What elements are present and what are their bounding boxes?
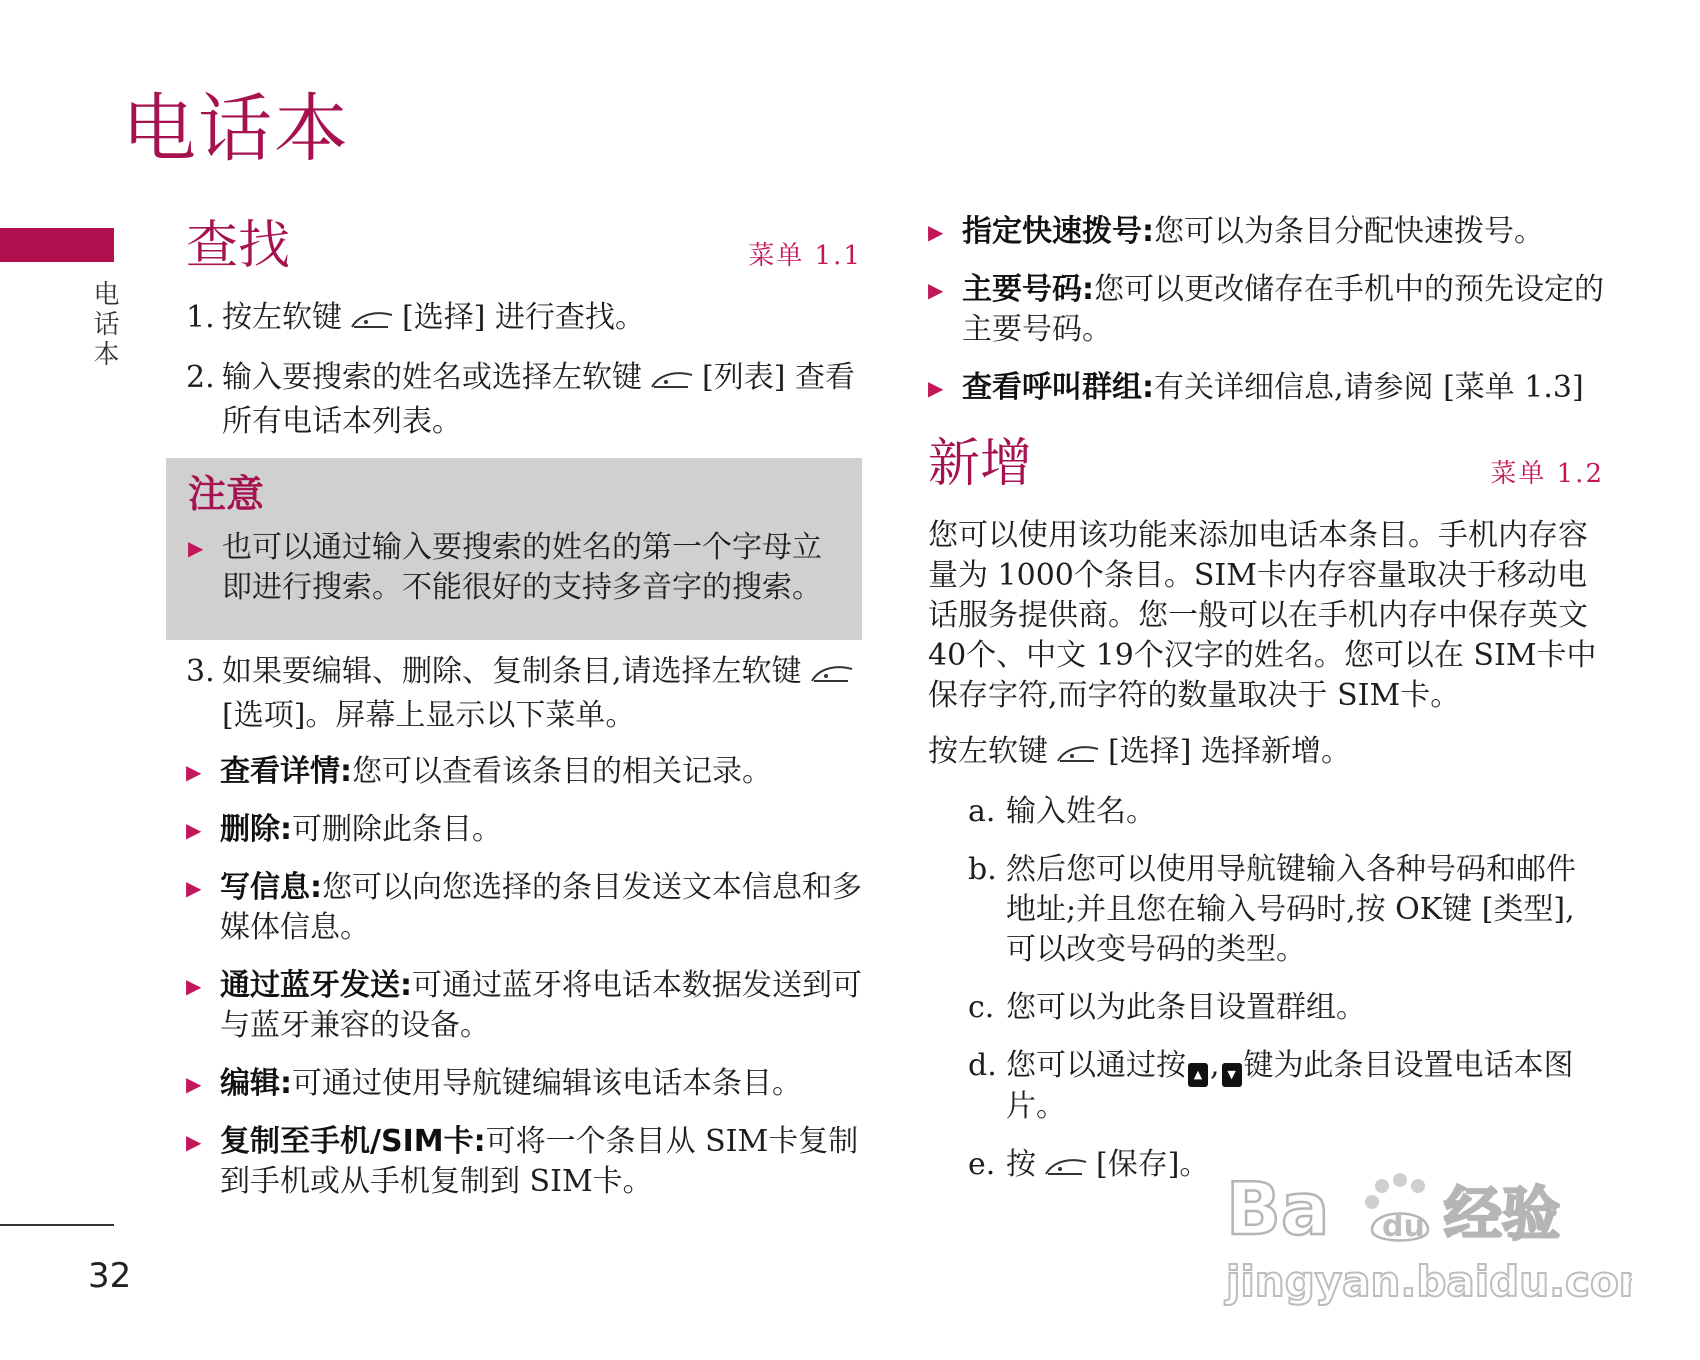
side-tab-marker bbox=[0, 228, 114, 262]
nav-key-up-icon: ▲ bbox=[1188, 1063, 1208, 1087]
option-text bbox=[220, 1064, 802, 1104]
option-desc: 您可以向您选择的条目发送文本信息和多媒体信息。 bbox=[220, 870, 862, 945]
option-text bbox=[220, 966, 862, 1046]
step-text bbox=[1006, 1145, 1209, 1189]
left-softkey-icon bbox=[348, 302, 396, 342]
bullet-arrow-icon: ▶ bbox=[186, 1130, 202, 1154]
option-desc: 可删除此条目。 bbox=[292, 812, 502, 847]
step-text bbox=[1006, 1046, 1604, 1127]
instruction-post: [选择] 选择新增。 bbox=[1108, 734, 1351, 769]
step-letter: b. bbox=[968, 852, 997, 887]
step-text-post: [保存]。 bbox=[1096, 1147, 1210, 1182]
step-text-pre: 您可以通过按 bbox=[1006, 1048, 1186, 1083]
option-term: 删除: bbox=[220, 812, 292, 847]
step-text-pre: 按左软键 bbox=[222, 300, 342, 335]
step-text bbox=[222, 298, 645, 342]
option-desc: 可将一个条目从 SIM卡复制到手机或从手机复制到 SIM卡。 bbox=[220, 1124, 859, 1199]
svg-text:du: du bbox=[1382, 1209, 1425, 1244]
option-desc: 可通过蓝牙将电话本数据发送到可与蓝牙兼容的设备。 bbox=[220, 968, 862, 1043]
option-desc: 可通过使用导航键编辑该电话本条目。 bbox=[292, 1066, 802, 1101]
left-column bbox=[186, 212, 862, 1220]
right-column bbox=[928, 212, 1604, 1207]
bullet-arrow-icon: ▶ bbox=[928, 376, 944, 400]
option-item bbox=[186, 810, 862, 850]
option-term: 写信息: bbox=[220, 870, 322, 905]
instruction-pre: 按左软键 bbox=[928, 734, 1048, 769]
bullet-arrow-icon: ▶ bbox=[186, 818, 202, 842]
bullet-arrow-icon: ▶ bbox=[186, 760, 202, 784]
option-term: 指定快速拨号: bbox=[962, 214, 1154, 249]
option-desc: 您可以更改储存在手机中的预先设定的主要号码。 bbox=[962, 272, 1604, 347]
option-text bbox=[962, 270, 1604, 350]
bullet-arrow-icon: ▶ bbox=[928, 220, 944, 244]
search-menu-ref: 菜单 1.1 bbox=[748, 241, 862, 271]
step-letter: d. bbox=[968, 1048, 997, 1083]
search-step-1 bbox=[186, 298, 862, 342]
option-term: 编辑: bbox=[220, 1066, 292, 1101]
bullet-arrow-icon: ▶ bbox=[186, 876, 202, 900]
add-intro: 您可以使用该功能来添加电话本条目。手机内存容量为 1000个条目。SIM卡内存容量取决于移动电话服务提供商。您一般可以在手机内存中保存英文 40个、中文 19个汉字的姓名。您可以在 SIM卡中保存字符,而字符的数量取决于 SIM卡。 bbox=[928, 518, 1597, 713]
left-softkey-icon bbox=[808, 656, 856, 696]
option-item bbox=[186, 1122, 862, 1202]
step-number: 2. bbox=[186, 360, 215, 395]
option-term: 通过蓝牙发送: bbox=[220, 968, 412, 1003]
step-letter: e. bbox=[968, 1147, 996, 1182]
svg-text:jingyan.baidu.com: jingyan.baidu.com bbox=[1226, 1257, 1632, 1306]
note-item bbox=[188, 528, 842, 608]
search-step-2 bbox=[186, 358, 862, 442]
option-item bbox=[186, 1064, 862, 1104]
step-letter: a. bbox=[968, 794, 996, 829]
add-section-header bbox=[928, 430, 1604, 498]
option-desc: 您可以为条目分配快速拨号。 bbox=[1154, 214, 1544, 249]
note-text: 也可以通过输入要搜索的姓名的第一个字母立即进行搜索。不能很好的支持多音字的搜索。 bbox=[222, 530, 822, 605]
bullet-arrow-icon: ▶ bbox=[188, 536, 204, 560]
option-term: 复制至手机/SIM卡: bbox=[220, 1124, 486, 1159]
add-section-title: 新增 bbox=[928, 434, 1033, 494]
option-term: 查看详情: bbox=[220, 754, 352, 789]
step-text-post: 键为此条目设置电话本图片。 bbox=[1006, 1048, 1574, 1124]
svg-text:经验: 经验 bbox=[1444, 1180, 1561, 1248]
bullet-arrow-icon: ▶ bbox=[186, 1072, 202, 1096]
step-number: 3. bbox=[186, 654, 215, 689]
option-term: 查看呼叫群组: bbox=[962, 370, 1154, 405]
option-text bbox=[220, 868, 862, 948]
left-softkey-icon bbox=[648, 362, 696, 402]
step-text bbox=[222, 652, 862, 736]
option-item bbox=[928, 270, 1604, 350]
option-text bbox=[220, 752, 772, 792]
option-text bbox=[962, 368, 1584, 408]
step-text-post: [列表] 查看所有电话本列表。 bbox=[222, 360, 855, 439]
option-item bbox=[186, 868, 862, 948]
nav-key-down-icon: ▼ bbox=[1222, 1063, 1242, 1087]
left-softkey-icon bbox=[1042, 1149, 1090, 1189]
step-text: 您可以为此条目设置群组。 bbox=[1006, 990, 1366, 1025]
add-menu-ref: 菜单 1.2 bbox=[1490, 459, 1604, 489]
step-text-sep: , bbox=[1210, 1048, 1220, 1083]
search-section-title: 查找 bbox=[186, 216, 291, 276]
step-text-post: [选项]。屏幕上显示以下菜单。 bbox=[222, 698, 636, 733]
step-text-pre: 输入要搜索的姓名或选择左软键 bbox=[222, 360, 642, 395]
option-item bbox=[928, 368, 1604, 408]
option-text bbox=[220, 1122, 862, 1202]
footer-rule bbox=[0, 1224, 114, 1226]
left-softkey-icon bbox=[1054, 736, 1102, 776]
step-text-pre: 按 bbox=[1006, 1147, 1036, 1182]
add-select-instruction bbox=[928, 732, 1604, 776]
step-letter: c. bbox=[968, 990, 995, 1025]
option-item bbox=[928, 212, 1604, 252]
option-desc: 有关详细信息,请参阅 [菜单 1.3] bbox=[1154, 370, 1584, 405]
bullet-arrow-icon: ▶ bbox=[186, 974, 202, 998]
add-step-b bbox=[968, 850, 1604, 970]
step-text-post: [选择] 进行查找。 bbox=[402, 300, 645, 335]
note-title: 注意 bbox=[188, 471, 265, 516]
step-text: 输入姓名。 bbox=[1006, 794, 1156, 829]
option-term: 主要号码: bbox=[962, 272, 1094, 307]
bullet-arrow-icon: ▶ bbox=[928, 278, 944, 302]
add-step-a bbox=[968, 792, 1604, 832]
step-text: 然后您可以使用导航键输入各种号码和邮件地址;并且您在输入号码时,按 OK键 [类型],可以改变号码的类型。 bbox=[1006, 852, 1576, 967]
option-item bbox=[186, 752, 862, 792]
step-text-pre: 如果要编辑、删除、复制条目,请选择左软键 bbox=[222, 654, 802, 689]
step-number: 1. bbox=[186, 300, 215, 335]
side-chapter-label: 电话本 bbox=[89, 280, 119, 370]
option-text bbox=[220, 810, 502, 850]
search-step-3 bbox=[186, 652, 862, 736]
search-section-header bbox=[186, 212, 862, 280]
option-item bbox=[186, 966, 862, 1046]
step-text bbox=[222, 358, 862, 442]
note-box bbox=[166, 458, 862, 640]
page-number: 32 bbox=[88, 1256, 132, 1296]
svg-text:Ba: Ba bbox=[1226, 1168, 1330, 1251]
option-desc: 您可以查看该条目的相关记录。 bbox=[352, 754, 772, 789]
baidu-jingyan-watermark bbox=[1222, 1168, 1632, 1316]
add-step-d bbox=[968, 1046, 1604, 1127]
option-text bbox=[962, 212, 1544, 252]
page-title: 电话本 bbox=[122, 86, 350, 172]
add-step-c bbox=[968, 988, 1604, 1028]
